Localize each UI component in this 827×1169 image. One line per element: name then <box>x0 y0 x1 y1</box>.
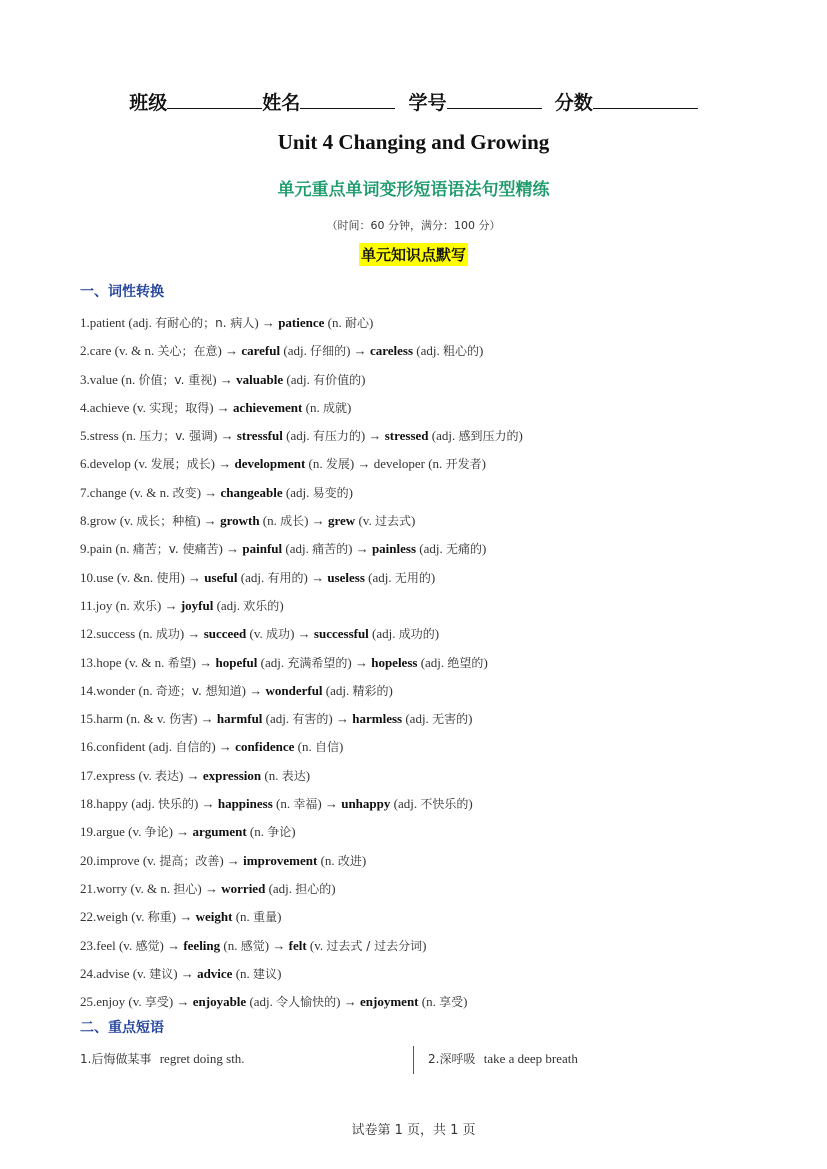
word-text: (adj. <box>282 428 313 444</box>
word-transformation-item <box>80 847 760 875</box>
student-info-line <box>0 88 827 115</box>
chinese-meaning: 自信 <box>314 740 339 755</box>
word-text: 23.feel (v. <box>80 937 136 953</box>
word-text: ) → <box>196 513 221 529</box>
word-text: (adj. <box>364 569 395 585</box>
word-text: ) → <box>210 456 235 472</box>
chinese-meaning: 有害的 <box>292 712 329 727</box>
chinese-meaning: 无用的 <box>394 570 431 585</box>
word-text: ) → <box>317 796 342 812</box>
phrase-item <box>80 1050 245 1067</box>
chinese-meaning: 关心；在意 <box>157 344 218 359</box>
word-text: (n. <box>418 994 440 1010</box>
word-text: ) <box>481 456 486 472</box>
chinese-meaning: 有压力的 <box>312 429 361 444</box>
name-blank[interactable] <box>300 90 395 109</box>
word-text: (n. <box>261 767 282 783</box>
chinese-meaning: 粗心的 <box>442 344 479 359</box>
chinese-meaning: 快乐的 <box>157 797 194 812</box>
phrase-cn: 2.深呼吸 <box>428 1052 476 1066</box>
word-transformation-item <box>80 677 760 705</box>
word-text: ) <box>339 739 344 755</box>
word-text: ) → <box>156 597 181 613</box>
word-text: ) <box>483 654 488 670</box>
word-text: ) → <box>168 994 193 1010</box>
word-text: (adj. <box>246 994 277 1010</box>
derived-word: expression <box>202 767 262 783</box>
chinese-meaning: 表达 <box>281 768 306 783</box>
word-text: ) <box>482 541 487 557</box>
chinese-meaning: 改进 <box>337 853 362 868</box>
chinese-meaning: 充满希望的 <box>287 655 348 670</box>
word-text: ) → <box>194 796 218 812</box>
word-text: ) <box>463 994 468 1010</box>
word-text: ) → <box>196 484 221 500</box>
chinese-meaning: 表达 <box>154 768 179 783</box>
word-transformation-item <box>80 422 760 450</box>
word-text: 14.wonder (n. <box>80 682 156 698</box>
word-text: ) <box>468 711 473 727</box>
derived-word: happiness <box>217 796 273 812</box>
chinese-meaning: 提高；改善 <box>159 853 220 868</box>
word-text: (n. <box>294 739 315 755</box>
word-text: ) → <box>348 541 372 557</box>
derived-word: grew <box>328 513 356 529</box>
word-text: ) <box>361 371 366 387</box>
chinese-meaning: 痛苦；v. 使痛苦 <box>132 542 219 557</box>
chinese-meaning: 建议 <box>149 966 174 981</box>
chinese-meaning: 有价值的 <box>313 372 362 387</box>
derived-word: confidence <box>235 739 295 755</box>
derived-word: advice <box>197 965 233 981</box>
word-text: ) → developer (n. <box>349 456 446 472</box>
page-footer: 试卷第 1 页，共 1 页 <box>351 1123 476 1138</box>
word-text: ) → <box>179 767 203 783</box>
section-badge-label: 单元知识点默写 <box>359 243 468 266</box>
derived-word: joyful <box>180 597 214 613</box>
chinese-meaning: 痛苦的 <box>312 542 349 557</box>
word-transformation-item <box>80 309 760 337</box>
chinese-meaning: 成长；种植 <box>136 514 197 529</box>
chinese-meaning: 称重 <box>147 910 172 925</box>
derived-word: felt <box>288 937 307 953</box>
chinese-meaning: 享受 <box>144 995 169 1010</box>
derived-word: useful <box>204 569 238 585</box>
derived-word: succeed <box>203 626 247 642</box>
word-text: 16.confident (adj. <box>80 739 176 755</box>
derived-word: harmful <box>216 711 263 727</box>
derived-word: enjoyable <box>192 994 247 1010</box>
derived-word: useless <box>327 569 365 585</box>
word-transformation-item <box>80 507 760 535</box>
chinese-meaning: 无害的 <box>432 712 469 727</box>
word-text: (adj. <box>322 682 353 698</box>
word-transformation-item <box>80 932 760 960</box>
word-text: (n. <box>317 852 338 868</box>
column-divider <box>413 1046 414 1074</box>
chinese-meaning: 争论 <box>267 825 292 840</box>
word-text: (n. <box>232 965 254 981</box>
chinese-meaning: 开发者 <box>445 457 482 472</box>
word-text: ) → <box>197 880 222 896</box>
word-text: ) <box>410 513 416 529</box>
word-text: 15.harm (n. & v. <box>80 711 170 727</box>
derived-word: hopeless <box>371 654 418 670</box>
word-text: ) → <box>217 343 242 359</box>
word-text: 12.success (n. <box>80 626 156 642</box>
word-transformation-item <box>80 790 760 818</box>
word-text: ) → <box>179 626 204 642</box>
word-text: 24.advise (v. <box>80 965 150 981</box>
word-transformation-item <box>80 988 760 1016</box>
word-text: ) → <box>303 569 328 585</box>
chinese-meaning: 享受 <box>439 995 464 1010</box>
chinese-meaning: 使用 <box>156 570 181 585</box>
word-text: ) <box>434 626 440 642</box>
word-text: ) → <box>193 711 217 727</box>
word-text: 18.happy (adj. <box>80 796 158 812</box>
chinese-meaning: 建议 <box>253 966 278 981</box>
word-text: ) → <box>254 315 279 330</box>
score-label: 分数 <box>554 92 593 114</box>
section-badge <box>0 243 827 266</box>
word-text: (adj. <box>237 569 268 585</box>
word-transformation-item <box>80 818 760 846</box>
derived-word: stressful <box>236 428 283 444</box>
word-text: ) → <box>191 654 216 670</box>
derived-word: stressed <box>384 428 429 444</box>
word-text: (v. <box>246 626 267 642</box>
word-text: 3.value (n. <box>80 371 139 387</box>
derived-word: worried <box>221 880 266 896</box>
word-text: (adj. <box>283 371 314 387</box>
derived-word: weight <box>195 909 233 925</box>
word-text: (n. <box>305 456 326 472</box>
word-transformation-item <box>80 705 760 733</box>
word-transformation-list <box>80 309 760 1016</box>
word-text: (n. <box>259 513 281 529</box>
word-transformation-item <box>80 366 760 394</box>
derived-word: argument <box>192 824 247 840</box>
chinese-meaning: 感觉 <box>240 938 265 953</box>
chinese-meaning: 争论 <box>144 825 169 840</box>
chinese-meaning: 幸福 <box>293 797 318 812</box>
derived-word: changeable <box>220 484 283 500</box>
word-text: (n. <box>220 937 241 953</box>
chinese-meaning: 令人愉快的 <box>276 995 337 1010</box>
word-text: ) <box>479 343 484 359</box>
word-text: ) → <box>213 428 237 444</box>
word-text: ) <box>277 909 282 925</box>
derived-word: harmless <box>352 711 403 727</box>
derived-word: achievement <box>233 399 303 415</box>
derived-word: unhappy <box>341 796 391 812</box>
phrase-row <box>80 1046 760 1074</box>
word-transformation-item <box>80 394 760 422</box>
derived-word: growth <box>220 513 260 529</box>
time-and-score-info: （时间：60 分钟，满分：100 分） <box>326 219 501 232</box>
chinese-meaning: 奇迹；v. 想知道 <box>155 683 242 698</box>
word-text: ) → <box>209 399 234 415</box>
word-text: 13.hope (v. & n. <box>80 654 168 670</box>
word-text: (adj. <box>417 654 448 670</box>
word-text: 10.use (v. &n. <box>80 569 157 585</box>
word-text: 7.change (v. & n. <box>80 484 173 500</box>
word-text: 5.stress (n. <box>80 428 140 444</box>
derived-word: development <box>234 456 306 472</box>
word-text: (adj. <box>428 428 459 444</box>
word-text: 2.care (v. & n. <box>80 343 158 359</box>
word-text: (adj. <box>280 343 311 359</box>
word-text: (v. <box>306 937 327 953</box>
word-text: ) → <box>212 371 237 387</box>
chinese-meaning: 重量 <box>253 910 278 925</box>
chinese-meaning: 耐心 <box>345 316 370 330</box>
word-text: ) → <box>336 994 361 1010</box>
word-text: ) → <box>347 654 372 670</box>
chinese-meaning: 易变的 <box>312 485 349 500</box>
word-text: ) <box>422 937 427 953</box>
word-text: (n. <box>232 909 254 925</box>
word-text: 20.improve (v. <box>80 852 160 868</box>
word-transformation-item <box>80 620 760 648</box>
word-transformation-item <box>80 535 760 563</box>
word-text: (v. <box>355 513 375 529</box>
phrase-item <box>428 1050 578 1067</box>
chinese-meaning: 自信的 <box>175 740 212 755</box>
word-text: ) <box>305 767 311 783</box>
word-text: 1.patient (adj. <box>80 315 156 330</box>
chinese-meaning: 担心 <box>173 881 198 896</box>
derived-word: improvement <box>243 852 318 868</box>
word-text: ) → <box>290 626 314 642</box>
word-text: ) <box>277 965 282 981</box>
worksheet-subtitle: 单元重点单词变形短语语法句型精练 <box>277 180 550 200</box>
chinese-meaning: 实现；取得 <box>149 400 210 415</box>
phrase-cn: 1.后悔做某事 <box>80 1052 152 1066</box>
word-text: ) → <box>171 909 196 925</box>
class-blank[interactable] <box>167 90 262 109</box>
chinese-meaning: 希望 <box>167 655 192 670</box>
word-text: ) → <box>173 965 198 981</box>
chinese-meaning: 仔细的 <box>310 344 347 359</box>
derived-word: hopeful <box>215 654 258 670</box>
word-transformation-item <box>80 903 760 931</box>
word-text: 25.enjoy (v. <box>80 994 145 1010</box>
word-text: ) → <box>304 513 328 529</box>
phrase-en: take a deep breath <box>483 1051 578 1066</box>
word-text: ) <box>279 597 284 613</box>
word-text: ) → <box>159 937 184 953</box>
word-text: ) → <box>219 852 244 868</box>
word-text: (adj. <box>402 711 433 727</box>
chinese-meaning: 改变 <box>172 485 197 500</box>
word-text: 11.joy (n. <box>80 597 133 613</box>
word-text: ) → <box>218 541 243 557</box>
word-text: 6.develop (v. <box>80 456 151 472</box>
word-transformation-item <box>80 733 760 761</box>
word-text: 9.pain (n. <box>80 541 133 557</box>
chinese-meaning: 成功 <box>155 627 180 642</box>
unit-title: Unit 4 Changing and Growing <box>277 130 550 154</box>
chinese-meaning: 有耐心的；n. 病人 <box>155 316 255 330</box>
word-text: ) <box>518 428 523 444</box>
word-text: 19.argue (v. <box>80 824 145 840</box>
chinese-meaning: 欢乐的 <box>243 598 280 613</box>
word-text: (adj. <box>213 597 244 613</box>
chinese-meaning: 成功 <box>266 627 291 642</box>
chinese-meaning: 成长 <box>280 514 305 529</box>
word-text: ) → <box>241 682 266 698</box>
word-text: ) <box>388 682 393 698</box>
word-text: ) → <box>168 824 193 840</box>
word-text: (adj. <box>416 541 446 557</box>
word-transformation-item <box>80 649 760 677</box>
derived-word: feeling <box>183 937 221 953</box>
score-blank[interactable] <box>593 90 698 109</box>
class-label: 班级 <box>129 92 168 114</box>
word-transformation-item <box>80 564 760 592</box>
word-text: (n. <box>246 824 268 840</box>
chinese-meaning: 担心的 <box>295 881 332 896</box>
chinese-meaning: 过去式 / 过去分词 <box>326 938 423 953</box>
derived-word: painless <box>371 541 417 557</box>
word-text: 4.achieve (v. <box>80 399 150 415</box>
chinese-meaning: 发展 <box>325 457 350 472</box>
word-text: ) → <box>360 428 385 444</box>
part1-heading: 一、词性转换 <box>80 284 164 300</box>
word-text: (adj. <box>282 541 313 557</box>
word-text: (adj. <box>262 711 293 727</box>
word-text: ) → <box>180 569 205 585</box>
chinese-meaning: 价值；v. 重视 <box>138 372 213 387</box>
word-text: 17.express (v. <box>80 767 155 783</box>
part2-heading: 二、重点短语 <box>80 1020 164 1036</box>
word-text: (adj. <box>282 484 313 500</box>
chinese-meaning: 精彩的 <box>352 683 389 698</box>
word-text: ) → <box>346 343 370 359</box>
derived-word: painful <box>242 541 283 557</box>
phrase-en: regret doing sth. <box>159 1051 245 1066</box>
word-text: ) <box>369 315 374 330</box>
derived-word: valuable <box>236 371 284 387</box>
word-text: ) <box>361 852 367 868</box>
word-text: ) <box>291 824 296 840</box>
word-text: (adj. <box>265 880 296 896</box>
derived-word: careful <box>241 343 281 359</box>
word-text: (n. <box>272 796 294 812</box>
chinese-meaning: 感到压力的 <box>458 429 519 444</box>
chinese-meaning: 绝望的 <box>447 655 484 670</box>
derived-word: wonderful <box>265 682 323 698</box>
word-transformation-item <box>80 450 760 478</box>
word-text: ) <box>346 399 352 415</box>
word-text: ) <box>430 569 436 585</box>
student-number-label: 学号 <box>408 92 447 114</box>
derived-word: successful <box>313 626 369 642</box>
word-text: 22.weigh (v. <box>80 909 148 925</box>
derived-word: careless <box>369 343 414 359</box>
derived-word: enjoyment <box>360 994 419 1010</box>
word-text: ) → <box>328 711 353 727</box>
word-text: ) <box>468 796 473 812</box>
word-text: (adj. <box>390 796 421 812</box>
chinese-meaning: 压力；v. 强调 <box>139 429 214 444</box>
word-transformation-item <box>80 592 760 620</box>
word-text: 21.worry (v. & n. <box>80 880 174 896</box>
chinese-meaning: 伤害 <box>169 712 194 727</box>
word-text: 8.grow (v. <box>80 513 137 529</box>
word-transformation-item <box>80 875 760 903</box>
word-text: ) <box>348 484 353 500</box>
chinese-meaning: 感觉 <box>135 938 160 953</box>
student-number-blank[interactable] <box>447 90 542 109</box>
word-text: ) <box>331 880 336 896</box>
derived-word: patience <box>278 315 325 330</box>
word-transformation-item <box>80 337 760 365</box>
chinese-meaning: 成功的 <box>398 627 435 642</box>
name-label: 姓名 <box>262 92 301 114</box>
chinese-meaning: 成就 <box>322 400 347 415</box>
chinese-meaning: 欢乐 <box>132 598 157 613</box>
chinese-meaning: 不快乐的 <box>420 797 469 812</box>
word-text: (n. <box>302 399 323 415</box>
word-transformation-item <box>80 960 760 988</box>
word-text: (adj. <box>368 626 399 642</box>
chinese-meaning: 过去式 <box>374 514 411 529</box>
word-text: (adj. <box>413 343 443 359</box>
chinese-meaning: 无痛的 <box>446 542 483 557</box>
word-text: (n. <box>324 315 345 330</box>
chinese-meaning: 有用的 <box>267 570 304 585</box>
chinese-meaning: 发展；成长 <box>150 457 211 472</box>
word-transformation-item <box>80 762 760 790</box>
word-text: ) → <box>264 937 289 953</box>
word-text: ) → <box>211 739 236 755</box>
word-text: (adj. <box>257 654 288 670</box>
word-transformation-item <box>80 479 760 507</box>
